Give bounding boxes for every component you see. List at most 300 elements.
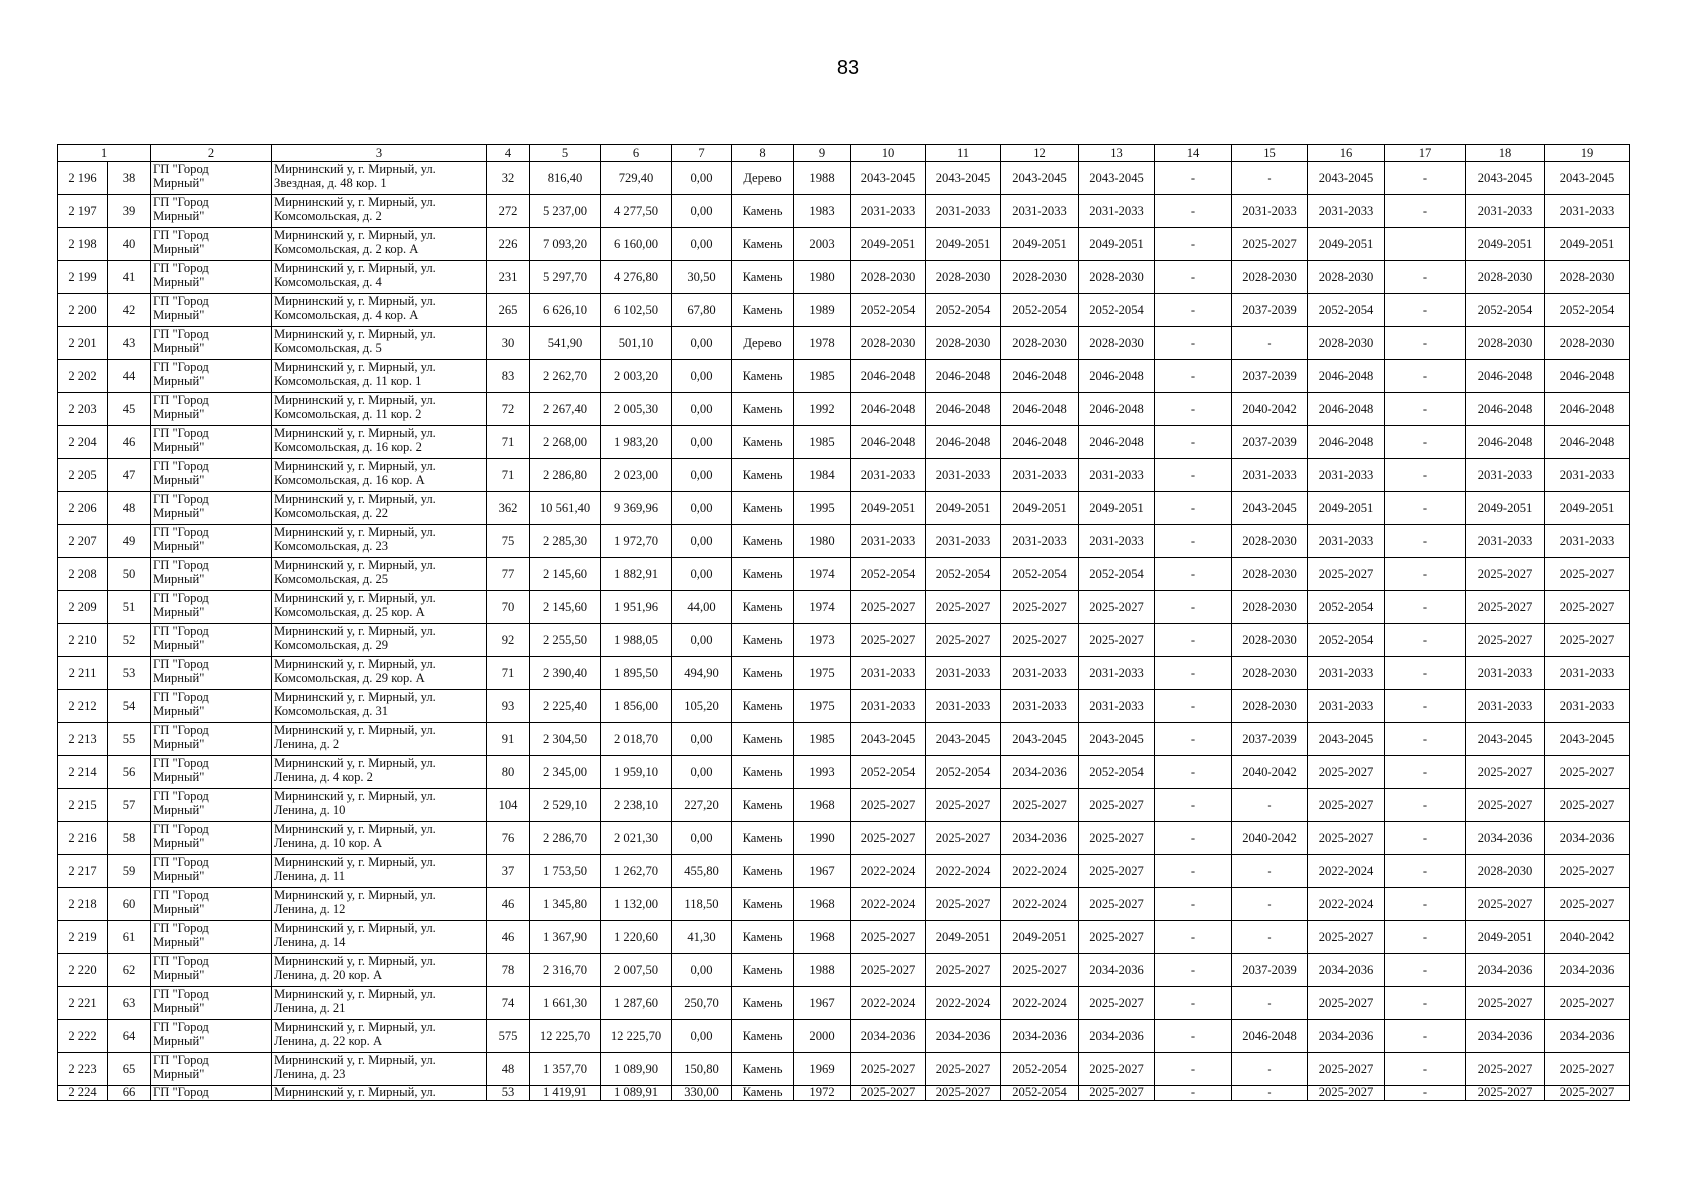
owner-cell — [151, 360, 272, 393]
data-cell-col-13: 2025-2027 — [1079, 789, 1155, 822]
owner-line: Мирный" — [153, 638, 205, 652]
data-cell-col-9: 1968 — [794, 789, 851, 822]
row-index-cell: 46 — [108, 426, 151, 459]
data-cell-col-5: 2 225,40 — [530, 690, 601, 723]
data-cell-col-8: Камень — [732, 921, 794, 954]
owner-cell — [151, 855, 272, 888]
row-number-cell: 2 205 — [58, 459, 108, 492]
data-cell-col-18: 2049-2051 — [1466, 921, 1545, 954]
address-line: Мирнинский у, г. Мирный, ул. — [274, 591, 436, 605]
address-line: Комсомольская, д. 16 кор. А — [274, 473, 425, 487]
owner-line: ГП "Город — [153, 591, 209, 605]
data-cell-col-10: 2046-2048 — [851, 426, 926, 459]
data-cell-col-8: Камень — [732, 294, 794, 327]
data-cell-col-8: Камень — [732, 624, 794, 657]
data-cell-col-11: 2031-2033 — [926, 690, 1001, 723]
owner-line: ГП "Город — [153, 459, 209, 473]
data-cell-col-17: - — [1385, 525, 1466, 558]
data-cell-col-12: 2049-2051 — [1001, 921, 1079, 954]
data-cell-col-10: 2025-2027 — [851, 954, 926, 987]
data-cell-col-6: 9 369,96 — [601, 492, 672, 525]
row-number-cell: 2 213 — [58, 723, 108, 756]
data-cell-col-8: Камень — [732, 1053, 794, 1086]
address-cell — [272, 558, 487, 591]
address-cell — [272, 987, 487, 1020]
data-cell-col-12: 2028-2030 — [1001, 327, 1079, 360]
owner-cell — [151, 393, 272, 426]
data-cell-col-14: - — [1155, 1020, 1232, 1053]
data-cell-col-8: Дерево — [732, 162, 794, 195]
data-cell-col-19: 2046-2048 — [1545, 426, 1630, 459]
owner-line: Мирный" — [153, 275, 205, 289]
table-row — [58, 1086, 1630, 1101]
table-row — [58, 492, 1630, 525]
address-cell — [272, 459, 487, 492]
data-cell-col-17: - — [1385, 921, 1466, 954]
owner-line: Мирный" — [153, 572, 205, 586]
data-cell-col-8: Камень — [732, 195, 794, 228]
data-cell-col-16: 2028-2030 — [1308, 261, 1385, 294]
row-number-cell: 2 222 — [58, 1020, 108, 1053]
data-cell-col-7: 227,20 — [672, 789, 732, 822]
column-header-4: 4 — [487, 145, 530, 162]
row-number-cell: 2 198 — [58, 228, 108, 261]
owner-line: ГП "Город — [153, 954, 209, 968]
data-cell-col-12: 2034-2036 — [1001, 756, 1079, 789]
data-cell-col-14: - — [1155, 228, 1232, 261]
data-cell-col-17: - — [1385, 888, 1466, 921]
data-cell-col-18: 2046-2048 — [1466, 360, 1545, 393]
row-number-cell: 2 204 — [58, 426, 108, 459]
address-cell — [272, 1086, 487, 1101]
data-cell-col-18: 2028-2030 — [1466, 261, 1545, 294]
data-cell-col-9: 1980 — [794, 261, 851, 294]
data-cell-col-19: 2031-2033 — [1545, 459, 1630, 492]
data-cell-col-9: 1969 — [794, 1053, 851, 1086]
column-header-6: 6 — [601, 145, 672, 162]
data-cell-col-6: 2 023,00 — [601, 459, 672, 492]
data-cell-col-6: 1 132,00 — [601, 888, 672, 921]
data-cell-col-9: 1975 — [794, 690, 851, 723]
row-number-cell: 2 224 — [58, 1086, 108, 1101]
data-cell-col-4: 83 — [487, 360, 530, 393]
data-cell-col-9: 1974 — [794, 558, 851, 591]
data-cell-col-18: 2043-2045 — [1466, 162, 1545, 195]
owner-line: ГП "Город — [153, 723, 209, 737]
address-cell — [272, 261, 487, 294]
data-cell-col-19: 2028-2030 — [1545, 327, 1630, 360]
data-cell-col-12: 2031-2033 — [1001, 195, 1079, 228]
data-cell-col-11: 2025-2027 — [926, 1086, 1001, 1101]
data-cell-col-16: 2025-2027 — [1308, 921, 1385, 954]
column-header-16: 16 — [1308, 145, 1385, 162]
row-number-cell: 2 208 — [58, 558, 108, 591]
data-cell-col-11: 2025-2027 — [926, 1053, 1001, 1086]
row-number-cell: 2 217 — [58, 855, 108, 888]
owner-line: ГП "Город — [153, 426, 209, 440]
data-cell-col-18: 2031-2033 — [1466, 195, 1545, 228]
data-cell-col-5: 2 390,40 — [530, 657, 601, 690]
data-cell-col-15: 2025-2027 — [1232, 228, 1308, 261]
data-cell-col-14: - — [1155, 888, 1232, 921]
data-cell-col-15: 2040-2042 — [1232, 393, 1308, 426]
data-cell-col-15: 2037-2039 — [1232, 723, 1308, 756]
data-cell-col-7: 0,00 — [672, 162, 732, 195]
data-cell-col-17: - — [1385, 393, 1466, 426]
data-cell-col-19: 2031-2033 — [1545, 195, 1630, 228]
data-cell-col-19: 2049-2051 — [1545, 228, 1630, 261]
data-cell-col-9: 1989 — [794, 294, 851, 327]
row-number-cell: 2 201 — [58, 327, 108, 360]
address-line: Ленина, д. 11 — [274, 869, 345, 883]
address-line: Ленина, д. 12 — [274, 902, 346, 916]
data-cell-col-14: - — [1155, 1086, 1232, 1101]
address-line: Мирнинский у, г. Мирный, ул. — [274, 492, 436, 506]
address-cell — [272, 723, 487, 756]
data-cell-col-9: 1990 — [794, 822, 851, 855]
data-cell-col-9: 1974 — [794, 591, 851, 624]
column-header-3: 3 — [272, 145, 487, 162]
data-cell-col-7: 0,00 — [672, 393, 732, 426]
owner-line: Мирный" — [153, 176, 205, 190]
page-number: 83 — [836, 57, 860, 79]
owner-line: ГП "Город — [153, 1085, 209, 1099]
owner-line: Мирный" — [153, 506, 205, 520]
data-cell-col-7: 0,00 — [672, 195, 732, 228]
row-index-cell: 47 — [108, 459, 151, 492]
data-cell-col-6: 1 988,05 — [601, 624, 672, 657]
data-cell-col-13: 2046-2048 — [1079, 426, 1155, 459]
data-cell-col-6: 1 220,60 — [601, 921, 672, 954]
table-row — [58, 327, 1630, 360]
data-cell-col-5: 12 225,70 — [530, 1020, 601, 1053]
address-line: Мирнинский у, г. Мирный, ул. — [274, 393, 436, 407]
data-cell-col-8: Камень — [732, 789, 794, 822]
row-number-cell: 2 214 — [58, 756, 108, 789]
owner-cell — [151, 558, 272, 591]
data-cell-col-15: 2028-2030 — [1232, 261, 1308, 294]
table-row — [58, 459, 1630, 492]
data-cell-col-12: 2046-2048 — [1001, 426, 1079, 459]
data-cell-col-16: 2025-2027 — [1308, 822, 1385, 855]
data-cell-col-15: 2037-2039 — [1232, 954, 1308, 987]
row-index-cell: 56 — [108, 756, 151, 789]
row-index-cell: 51 — [108, 591, 151, 624]
address-cell — [272, 954, 487, 987]
data-cell-col-13: 2025-2027 — [1079, 624, 1155, 657]
data-cell-col-12: 2025-2027 — [1001, 954, 1079, 987]
data-cell-col-9: 1968 — [794, 921, 851, 954]
table-row — [58, 591, 1630, 624]
address-cell — [272, 525, 487, 558]
address-line: Мирнинский у, г. Мирный, ул. — [274, 228, 436, 242]
data-cell-col-9: 1975 — [794, 657, 851, 690]
data-cell-col-16: 2022-2024 — [1308, 888, 1385, 921]
data-cell-col-12: 2034-2036 — [1001, 1020, 1079, 1053]
address-cell — [272, 195, 487, 228]
data-cell-col-7: 0,00 — [672, 459, 732, 492]
data-cell-col-13: 2031-2033 — [1079, 657, 1155, 690]
data-cell-col-5: 541,90 — [530, 327, 601, 360]
owner-line: ГП "Город — [153, 822, 209, 836]
owner-line: Мирный" — [153, 308, 205, 322]
row-index-cell: 58 — [108, 822, 151, 855]
data-cell-col-17: - — [1385, 657, 1466, 690]
address-line: Мирнинский у, г. Мирный, ул. — [274, 954, 436, 968]
data-cell-col-11: 2025-2027 — [926, 888, 1001, 921]
owner-line: ГП "Город — [153, 294, 209, 308]
owner-line: Мирный" — [153, 671, 205, 685]
address-line: Комсомольская, д. 29 — [274, 638, 389, 652]
data-cell-col-5: 2 262,70 — [530, 360, 601, 393]
table-row — [58, 426, 1630, 459]
data-cell-col-18: 2049-2051 — [1466, 492, 1545, 525]
row-number-cell: 2 206 — [58, 492, 108, 525]
owner-line: Мирный" — [153, 341, 205, 355]
address-cell — [272, 426, 487, 459]
data-cell-col-6: 1 959,10 — [601, 756, 672, 789]
data-cell-col-13: 2025-2027 — [1079, 987, 1155, 1020]
data-cell-col-11: 2031-2033 — [926, 657, 1001, 690]
data-cell-col-13: 2031-2033 — [1079, 195, 1155, 228]
data-cell-col-16: 2046-2048 — [1308, 426, 1385, 459]
data-cell-col-9: 1985 — [794, 723, 851, 756]
data-cell-col-18: 2049-2051 — [1466, 228, 1545, 261]
data-cell-col-19: 2025-2027 — [1545, 1086, 1630, 1101]
owner-line: Мирный" — [153, 242, 205, 256]
owner-cell — [151, 822, 272, 855]
data-cell-col-11: 2043-2045 — [926, 723, 1001, 756]
data-cell-col-16: 2025-2027 — [1308, 756, 1385, 789]
row-number-cell: 2 221 — [58, 987, 108, 1020]
row-index-cell: 41 — [108, 261, 151, 294]
data-cell-col-6: 1 856,00 — [601, 690, 672, 723]
address-line: Мирнинский у, г. Мирный, ул. — [274, 855, 436, 869]
owner-line: ГП "Город — [153, 558, 209, 572]
data-cell-col-5: 2 286,80 — [530, 459, 601, 492]
table-row — [58, 690, 1630, 723]
address-cell — [272, 294, 487, 327]
data-cell-col-7: 0,00 — [672, 822, 732, 855]
data-cell-col-9: 1985 — [794, 426, 851, 459]
data-cell-col-7: 105,20 — [672, 690, 732, 723]
owner-line: Мирный" — [153, 539, 205, 553]
owner-line: Мирный" — [153, 440, 205, 454]
data-cell-col-8: Камень — [732, 426, 794, 459]
data-cell-col-14: - — [1155, 657, 1232, 690]
address-line: Мирнинский у, г. Мирный, ул. — [274, 789, 436, 803]
owner-line: Мирный" — [153, 407, 205, 421]
data-cell-col-15: 2028-2030 — [1232, 558, 1308, 591]
data-cell-col-13: 2052-2054 — [1079, 294, 1155, 327]
table-row — [58, 954, 1630, 987]
column-header-18: 18 — [1466, 145, 1545, 162]
data-cell-col-6: 1 972,70 — [601, 525, 672, 558]
data-cell-col-18: 2025-2027 — [1466, 624, 1545, 657]
data-cell-col-4: 70 — [487, 591, 530, 624]
owner-line: ГП "Город — [153, 1020, 209, 1034]
data-cell-col-10: 2025-2027 — [851, 789, 926, 822]
data-cell-col-11: 2046-2048 — [926, 393, 1001, 426]
row-number-cell: 2 219 — [58, 921, 108, 954]
data-cell-col-16: 2052-2054 — [1308, 294, 1385, 327]
data-cell-col-12: 2049-2051 — [1001, 228, 1079, 261]
data-cell-col-5: 1 661,30 — [530, 987, 601, 1020]
owner-cell — [151, 492, 272, 525]
data-cell-col-8: Камень — [732, 822, 794, 855]
data-cell-col-4: 104 — [487, 789, 530, 822]
data-cell-col-11: 2046-2048 — [926, 360, 1001, 393]
data-cell-col-11: 2031-2033 — [926, 459, 1001, 492]
data-cell-col-6: 501,10 — [601, 327, 672, 360]
data-cell-col-9: 1985 — [794, 360, 851, 393]
data-cell-col-15: - — [1232, 789, 1308, 822]
owner-line: Мирный" — [153, 770, 205, 784]
data-cell-col-11: 2025-2027 — [926, 954, 1001, 987]
table-row — [58, 525, 1630, 558]
table-row — [58, 657, 1630, 690]
data-cell-col-7: 150,80 — [672, 1053, 732, 1086]
data-cell-col-7: 0,00 — [672, 525, 732, 558]
data-cell-col-16: 2025-2027 — [1308, 1086, 1385, 1101]
owner-line: ГП "Город — [153, 327, 209, 341]
data-cell-col-10: 2052-2054 — [851, 558, 926, 591]
owner-line: ГП "Город — [153, 360, 209, 374]
row-number-cell: 2 202 — [58, 360, 108, 393]
data-cell-col-13: 2049-2051 — [1079, 228, 1155, 261]
data-cell-col-17: - — [1385, 426, 1466, 459]
data-cell-col-5: 1 357,70 — [530, 1053, 601, 1086]
owner-line: ГП "Город — [153, 756, 209, 770]
data-cell-col-15: - — [1232, 921, 1308, 954]
owner-cell — [151, 228, 272, 261]
address-line: Ленина, д. 10 — [274, 803, 346, 817]
data-cell-col-10: 2022-2024 — [851, 888, 926, 921]
data-cell-col-10: 2049-2051 — [851, 492, 926, 525]
data-cell-col-14: - — [1155, 558, 1232, 591]
data-cell-col-19: 2031-2033 — [1545, 690, 1630, 723]
data-cell-col-12: 2031-2033 — [1001, 525, 1079, 558]
data-cell-col-19: 2025-2027 — [1545, 756, 1630, 789]
data-cell-col-15: - — [1232, 327, 1308, 360]
data-cell-col-4: 53 — [487, 1086, 530, 1101]
row-number-cell: 2 210 — [58, 624, 108, 657]
data-cell-col-10: 2031-2033 — [851, 459, 926, 492]
data-cell-col-19: 2025-2027 — [1545, 888, 1630, 921]
data-cell-col-19: 2025-2027 — [1545, 1053, 1630, 1086]
data-cell-col-15: - — [1232, 855, 1308, 888]
data-cell-col-15: 2031-2033 — [1232, 459, 1308, 492]
owner-line: Мирный" — [153, 1034, 205, 1048]
data-cell-col-17: - — [1385, 789, 1466, 822]
row-index-cell: 52 — [108, 624, 151, 657]
data-cell-col-9: 1984 — [794, 459, 851, 492]
data-cell-col-11: 2031-2033 — [926, 195, 1001, 228]
data-cell-col-16: 2025-2027 — [1308, 558, 1385, 591]
data-cell-col-10: 2046-2048 — [851, 393, 926, 426]
owner-cell — [151, 591, 272, 624]
data-cell-col-12: 2052-2054 — [1001, 294, 1079, 327]
owner-line: ГП "Город — [153, 1053, 209, 1067]
data-cell-col-17: - — [1385, 558, 1466, 591]
data-cell-col-7: 0,00 — [672, 1020, 732, 1053]
data-cell-col-7: 0,00 — [672, 723, 732, 756]
table-row — [58, 162, 1630, 195]
data-cell-col-15: 2046-2048 — [1232, 1020, 1308, 1053]
data-cell-col-11: 2028-2030 — [926, 327, 1001, 360]
data-cell-col-10: 2031-2033 — [851, 525, 926, 558]
data-cell-col-6: 6 102,50 — [601, 294, 672, 327]
data-cell-col-10: 2031-2033 — [851, 657, 926, 690]
row-index-cell: 44 — [108, 360, 151, 393]
owner-line: ГП "Город — [153, 624, 209, 638]
table-row — [58, 558, 1630, 591]
owner-cell — [151, 756, 272, 789]
data-cell-col-13: 2025-2027 — [1079, 855, 1155, 888]
data-cell-col-8: Камень — [732, 558, 794, 591]
owner-cell — [151, 261, 272, 294]
data-cell-col-17: - — [1385, 492, 1466, 525]
data-cell-col-15: 2028-2030 — [1232, 657, 1308, 690]
data-cell-col-6: 2 007,50 — [601, 954, 672, 987]
data-cell-col-7: 494,90 — [672, 657, 732, 690]
address-line: Комсомольская, д. 2 — [274, 209, 382, 223]
data-cell-col-14: - — [1155, 492, 1232, 525]
data-cell-col-13: 2031-2033 — [1079, 459, 1155, 492]
data-cell-col-13: 2025-2027 — [1079, 1053, 1155, 1086]
data-cell-col-10: 2052-2054 — [851, 294, 926, 327]
data-cell-col-14: - — [1155, 162, 1232, 195]
data-cell-col-6: 1 089,90 — [601, 1053, 672, 1086]
data-cell-col-4: 77 — [487, 558, 530, 591]
data-cell-col-18: 2031-2033 — [1466, 690, 1545, 723]
data-cell-col-8: Камень — [732, 855, 794, 888]
data-cell-col-6: 1 983,20 — [601, 426, 672, 459]
data-cell-col-10: 2049-2051 — [851, 228, 926, 261]
data-cell-col-16: 2043-2045 — [1308, 162, 1385, 195]
row-index-cell: 43 — [108, 327, 151, 360]
address-line: Мирнинский у, г. Мирный, ул. — [274, 459, 436, 473]
data-cell-col-13: 2034-2036 — [1079, 1020, 1155, 1053]
owner-line: ГП "Город — [153, 195, 209, 209]
data-cell-col-5: 6 626,10 — [530, 294, 601, 327]
data-cell-col-18: 2025-2027 — [1466, 591, 1545, 624]
data-cell-col-5: 1 753,50 — [530, 855, 601, 888]
data-cell-col-4: 71 — [487, 426, 530, 459]
data-cell-col-18: 2031-2033 — [1466, 459, 1545, 492]
row-index-cell: 64 — [108, 1020, 151, 1053]
data-cell-col-6: 2 003,20 — [601, 360, 672, 393]
data-cell-col-9: 1973 — [794, 624, 851, 657]
data-cell-col-17: - — [1385, 261, 1466, 294]
data-cell-col-12: 2049-2051 — [1001, 492, 1079, 525]
row-number-cell: 2 207 — [58, 525, 108, 558]
data-cell-col-19: 2043-2045 — [1545, 162, 1630, 195]
data-cell-col-8: Камень — [732, 756, 794, 789]
data-cell-col-9: 1988 — [794, 954, 851, 987]
data-cell-col-18: 2046-2048 — [1466, 426, 1545, 459]
row-number-cell: 2 203 — [58, 393, 108, 426]
table-row — [58, 822, 1630, 855]
data-cell-col-4: 30 — [487, 327, 530, 360]
address-line: Комсомольская, д. 2 кор. А — [274, 242, 419, 256]
owner-line: Мирный" — [153, 968, 205, 982]
data-cell-col-14: - — [1155, 294, 1232, 327]
column-number-header — [58, 145, 1630, 162]
data-cell-col-17: - — [1385, 327, 1466, 360]
row-index-cell: 60 — [108, 888, 151, 921]
owner-line: Мирный" — [153, 737, 205, 751]
